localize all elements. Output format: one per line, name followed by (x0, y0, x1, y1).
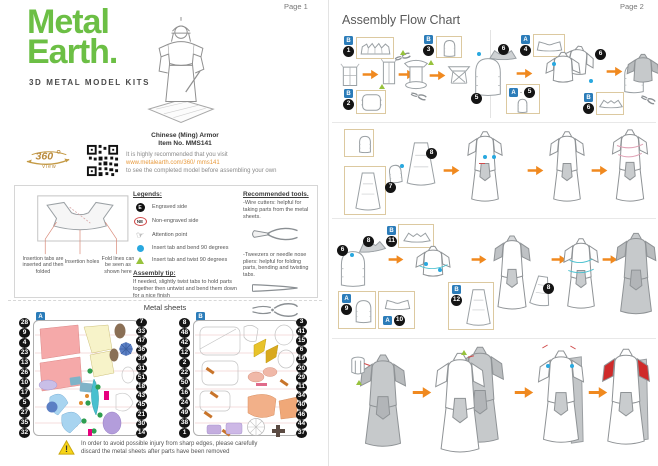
flow-chart-title: Assembly Flow Chart (342, 13, 461, 27)
final-stage-2-front (432, 348, 488, 456)
part-number-badge: 6 (296, 346, 307, 355)
recommendation-line-1: It is highly recommended that you visit (126, 152, 228, 158)
part-number-badge: 33 (137, 327, 146, 335)
product-item-number: Item No. MMS141 (158, 140, 212, 148)
product-info (130, 132, 240, 148)
bend-tab-icon (137, 245, 144, 252)
base-piece (360, 93, 383, 112)
part-number-badge: 11 (296, 383, 307, 392)
qr-code (85, 143, 120, 178)
legend-bend-label: Insert tab and bend 90 degrees (152, 245, 229, 252)
body-stage-3 (610, 126, 650, 204)
bend-tab-icon (492, 155, 496, 159)
part-number-badge: 4 (19, 338, 30, 348)
tweezers-text: -Tweezers or needle nose pliers: helpful for folding parts, bending and twisting tabs. (243, 251, 309, 279)
armor-stage-3 (492, 228, 532, 316)
360-view-badge-icon (24, 146, 74, 171)
skirt-panel-piece (354, 171, 382, 212)
bend-tab-icon (477, 52, 481, 56)
sheet-b-tag: B (196, 312, 205, 321)
insertion-tabs-label: Insertion tabs are inserted and then folded (22, 256, 64, 275)
stand-finished (446, 63, 472, 86)
twist-tab-icon (356, 380, 362, 385)
pliers-icon (639, 93, 656, 106)
step-number-badge: 3 (423, 45, 434, 56)
insertion-holes-label: Insertion holes (64, 259, 100, 265)
step-number-badge: 11 (386, 236, 397, 247)
step-3-box (436, 36, 462, 58)
sheet-a-numbers-right (136, 318, 147, 438)
part-number-badge: 3 (296, 318, 307, 327)
warning-note (58, 440, 257, 456)
part-number-badge: 23 (19, 348, 30, 358)
twist-tab-icon (379, 84, 385, 89)
brand-tagline: 3D METAL MODEL KITS (29, 78, 151, 87)
part-number-badge: 12 (179, 348, 190, 358)
dome-piece (354, 297, 373, 325)
body-stage-1 (466, 128, 504, 204)
warning-line-1: In order to avoid possible injury from sharp edges, please carefully (81, 441, 258, 447)
part-number-badge: 21 (137, 410, 146, 418)
wire-cutters-icon (249, 224, 301, 244)
section-divider (8, 300, 322, 301)
twist-tab-icon (461, 350, 467, 355)
warning-line-2: discard the metal sheets after parts have been removed (81, 449, 230, 456)
part-number-badge: 35 (19, 418, 30, 428)
step-number-badge: 9 (341, 304, 352, 315)
sheet-ref-tag: B (452, 285, 461, 294)
step-12-box (448, 282, 494, 330)
legend-twist-label: Insert tab and twist 90 degrees (152, 257, 228, 264)
armor-stage-5-solid (614, 226, 658, 320)
sheet-ref-tag: B (424, 35, 433, 44)
chest-stage-2 (542, 50, 584, 84)
sheet-ref-tag: B (344, 36, 353, 45)
part-number-badge: 15 (297, 336, 306, 344)
armor-stage-4 (562, 228, 600, 318)
stand-stage-3 (403, 56, 429, 90)
recommendation-text (126, 152, 296, 175)
part-number-badge: 27 (19, 408, 30, 418)
part-ref-badge: 5 (471, 93, 482, 104)
collar-piece (384, 297, 411, 311)
bend-tab-icon (424, 262, 428, 266)
part-number-badge: 9 (19, 328, 30, 338)
shoulder-piece (403, 230, 431, 244)
small-panel-piece (358, 134, 372, 154)
recommendation-line-2: to see the completed model before assembling your own (126, 167, 277, 174)
page-1-label: Page 1 (284, 2, 308, 11)
bend-tab-icon (438, 268, 442, 272)
part-number-badge: 43 (137, 392, 146, 400)
flow-arrow-icon (388, 254, 404, 265)
part-number-badge: 24 (179, 398, 190, 408)
flow-arrow-icon (412, 386, 432, 399)
step-1-box (356, 37, 394, 59)
part-number-badge: 34 (297, 392, 306, 400)
twist-tab-icon (428, 60, 434, 65)
bend-tab-icon (546, 364, 550, 368)
part-number-badge: 37 (297, 429, 306, 437)
torso-stage-2 (410, 244, 456, 278)
bend-tab-icon (350, 253, 354, 257)
metal-sheet-b (192, 319, 300, 437)
page-2-label: Page 2 (620, 2, 644, 11)
part-number-badge: 26 (19, 368, 30, 378)
final-stage-3 (536, 344, 586, 448)
row-divider-2 (332, 218, 656, 219)
sheet-b-numbers-right (296, 318, 307, 438)
shoulder-piece (599, 97, 623, 110)
part-number-badge: 7 (136, 318, 147, 327)
tweezers-icon (249, 283, 301, 293)
sheet-ref-tag: B (344, 89, 353, 98)
sheet-a-numbers-left (19, 318, 30, 438)
bend-tab-icon (552, 62, 556, 66)
part-ref-badge: 7 (385, 182, 396, 193)
twist-tab-icon (136, 257, 144, 264)
metal-sheet-a (32, 319, 140, 437)
wire-cutters-text: -Wire cutters: helpful for taking parts from the metal sheets. (243, 200, 309, 220)
step-number-badge: 12 (451, 295, 462, 306)
insertion-diagram (23, 194, 137, 256)
part-number-badge: 36 (137, 346, 146, 354)
sheet-ref-tag: A (521, 35, 530, 44)
step-1-tag (343, 36, 354, 57)
flow-arrow-icon (591, 165, 608, 176)
part-number-badge: 50 (179, 378, 190, 388)
part-number-badge: 29 (297, 373, 306, 381)
step-7-box (344, 129, 374, 157)
step-10-tag (383, 315, 405, 326)
sheet-a-tag: A (36, 312, 45, 321)
part-number-badge: 10 (19, 378, 30, 388)
flow-arrow-icon (429, 70, 446, 81)
info-box (14, 185, 318, 298)
part-ref-badge: 8 (363, 236, 374, 247)
flow-arrow-icon (606, 66, 623, 77)
part-number-badge: 28 (19, 318, 30, 328)
assembly-tip-text: If needed, slightly twist tabs to hold parts together then untwist and bend them down for a nice finish (133, 279, 237, 299)
step-11-tag (386, 226, 397, 247)
chest-front-piece (472, 55, 504, 97)
part-number-badge: 22 (179, 368, 190, 378)
metal-sheets-title: Metal sheets (143, 303, 187, 312)
part-number-badge: 49 (179, 408, 190, 418)
logo-line-2: Earth. (27, 32, 118, 71)
row-divider-3 (332, 338, 656, 339)
crown-piece (359, 40, 392, 57)
part-number-badge: 38 (179, 418, 190, 428)
part-number-badge: 47 (137, 336, 146, 344)
dome-piece (441, 39, 458, 57)
step-10-box (378, 291, 415, 329)
final-stage-4-red-shoulders (600, 344, 652, 448)
fold-lines-label: Fold lines can be seen as shown here (101, 256, 135, 275)
step-5-box (506, 84, 540, 114)
sheet-ref-tag: A (383, 316, 392, 325)
step-9-tag (341, 294, 352, 315)
step-9-box (338, 291, 376, 329)
flow-arrow-icon (471, 254, 487, 265)
part-number-badge: 44 (297, 419, 306, 427)
part-number-badge: 1 (179, 428, 190, 438)
engraved-side-icon: E (136, 203, 145, 212)
part-number-badge: 30 (137, 419, 146, 427)
flow-arrow-icon (516, 68, 533, 79)
brand-logo (27, 3, 118, 71)
bend-tab-icon (483, 155, 487, 159)
step-12-tag (451, 285, 462, 306)
legend-attention-label: Attention point (152, 232, 188, 239)
sheet-ref-tag: B (584, 93, 593, 102)
dome-piece (516, 98, 529, 113)
back-panel (405, 132, 437, 196)
step-6-tag (583, 93, 594, 114)
legend-attention (133, 231, 239, 240)
part-number-badge: 20 (297, 364, 306, 372)
step-number-badge: 2 (343, 99, 354, 110)
bend-tab-icon (400, 164, 404, 168)
part-ref-badge: 6 (337, 245, 348, 256)
legends-title: Legends: (133, 191, 162, 198)
stand-stage-1 (340, 62, 360, 89)
part-number-badge: 51 (137, 373, 146, 381)
sheet-ref-tag: A (342, 294, 351, 303)
model-figure-illustration (143, 14, 219, 132)
flow-arrow-icon (527, 165, 544, 176)
step-number-badge: 6 (583, 103, 594, 114)
part-ref-badge: 8 (543, 283, 554, 294)
part-number-badge: 13 (19, 358, 30, 368)
attention-mark (479, 163, 485, 164)
chest-stage-3 (626, 52, 658, 84)
part-number-badge: 40 (297, 401, 306, 409)
step-5-tag (509, 87, 535, 98)
body-stage-2 (548, 128, 586, 204)
legend-bend (133, 245, 239, 252)
page-divider (328, 0, 329, 466)
part-number-badge: 39 (137, 355, 146, 363)
step-number-badge: 1 (343, 46, 354, 57)
legend-non-engraved (133, 217, 239, 226)
step-number-badge: 4 (520, 45, 531, 56)
bend-tab-icon (570, 364, 574, 368)
step-3-tag (423, 35, 434, 56)
flow-arrow-icon (514, 386, 534, 399)
warning-triangle-icon (58, 440, 75, 455)
part-number-badge: 16 (179, 388, 190, 398)
pliers-icon (409, 90, 428, 103)
part-number-badge: 48 (179, 328, 190, 338)
legend-twist (133, 257, 239, 264)
part-number-badge: 8 (179, 318, 190, 328)
logo-line-1: Metal (27, 3, 109, 41)
part-number-badge: 31 (137, 364, 146, 372)
step-number-badge: 10 (394, 315, 405, 326)
part-number-badge: 32 (19, 428, 30, 438)
dash: - (520, 89, 522, 96)
tools-title: Recommended tools. (243, 191, 309, 198)
part-number-badge: 42 (179, 338, 190, 348)
row-divider-1 (332, 122, 656, 123)
step-4-tag (520, 35, 531, 56)
recommendation-url: www.metalearth.com/360/ mms141 (126, 159, 220, 166)
part-number-badge: 41 (297, 327, 306, 335)
flow-arrow-icon (443, 165, 460, 176)
part-number-badge: 2 (179, 358, 190, 368)
part-number-badge: 19 (297, 355, 306, 363)
part-number-badge: 46 (297, 410, 306, 418)
sheet-ref-tag: B (387, 226, 396, 235)
flow-arrow-icon (362, 69, 379, 80)
step-2-tag (343, 89, 354, 110)
part-ref-badge: 6 (498, 44, 509, 55)
legends-section (133, 191, 239, 300)
sheet-b-numbers-left (179, 318, 190, 438)
part-ref-badge: 8 (426, 148, 437, 159)
part-number-badge: 18 (137, 383, 146, 390)
assembly-tip-title: Assembly tip: (133, 270, 176, 277)
arm-cylinder-piece (350, 356, 366, 376)
bend-tab-icon (589, 79, 593, 83)
legend-non-engraved-label: Non-engraved side (152, 218, 199, 225)
legend-engraved (133, 203, 239, 212)
step-6-box (596, 92, 624, 115)
sheet-ref-tag: A (509, 88, 518, 97)
skirt-panel-piece (465, 287, 492, 328)
twist-tab-icon (400, 50, 406, 55)
part-number-badge: 5 (19, 398, 30, 408)
product-name: Chinese (Ming) Armor (151, 132, 219, 139)
step-2-box (356, 90, 386, 114)
non-engraved-side-icon: NE (134, 217, 147, 226)
part-number-badge: 17 (19, 388, 30, 398)
step-8-box (344, 166, 386, 215)
pointing-hand-icon: ☞ (135, 230, 145, 240)
legend-engraved-label: Engraved side (152, 204, 188, 211)
part-ref-badge: 6 (595, 49, 606, 60)
part-number-badge: 45 (137, 401, 146, 409)
part-number-badge: 14 (137, 429, 146, 437)
step-number-badge: 5 (524, 87, 535, 98)
